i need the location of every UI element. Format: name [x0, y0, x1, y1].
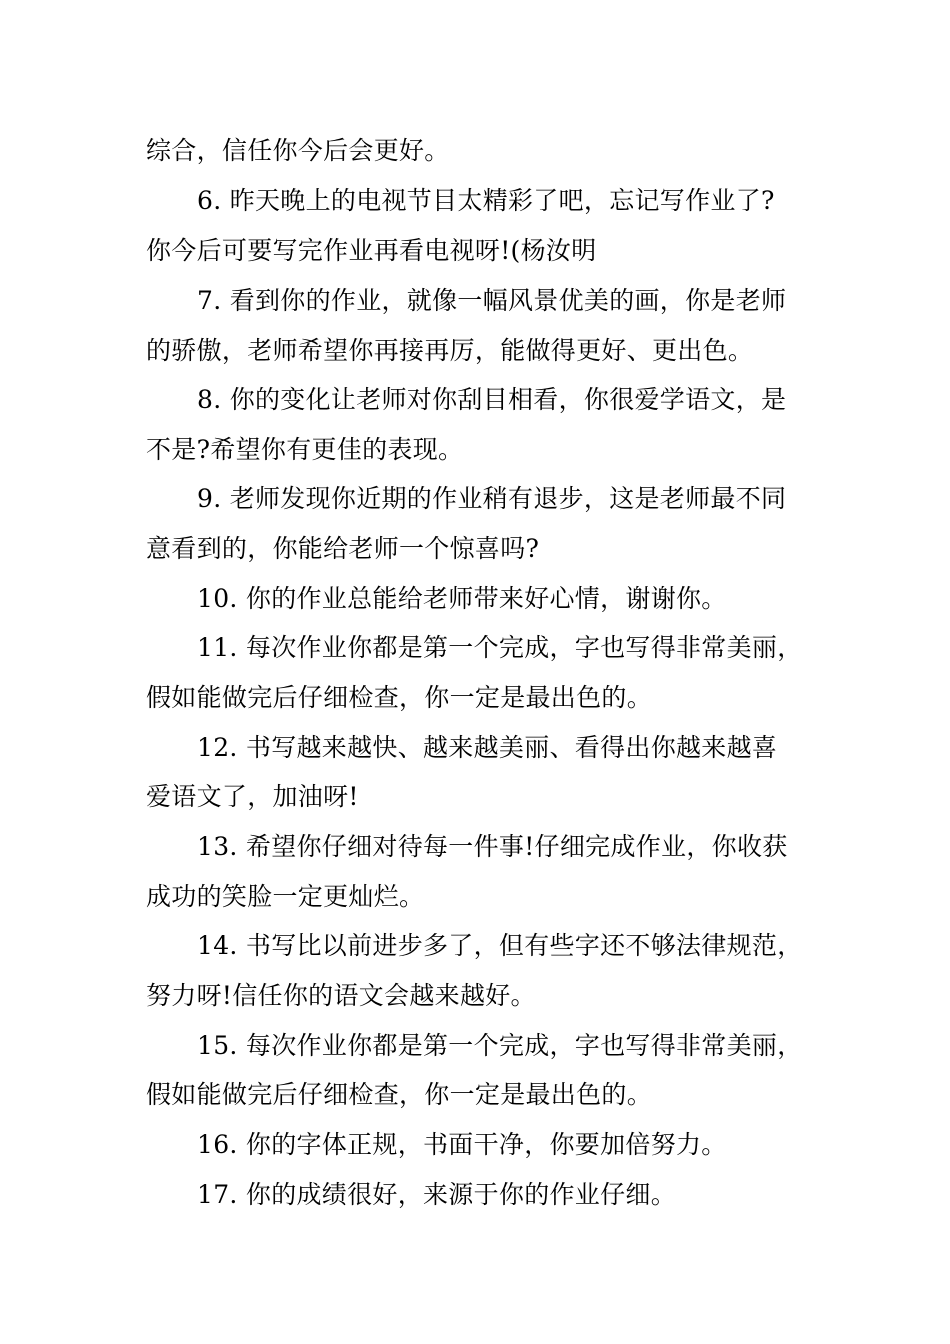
- text-line: 综合，信任你今后会更好。: [146, 136, 450, 165]
- comment-11-line: 11. 每次作业你都是第一个完成，字也写得非常美丽，: [197, 633, 803, 662]
- text-line: 成功的笑脸一定更灿烂。: [146, 882, 425, 911]
- text-line: 假如能做完后仔细检查，你一定是最出色的。: [146, 1080, 653, 1109]
- comment-9-line: 9. 老师发现你近期的作业稍有退步，这是老师最不同: [197, 484, 787, 513]
- comment-17-line: 17. 你的成绩很好，来源于你的作业仔细。: [197, 1180, 677, 1209]
- comment-16-line: 16. 你的字体正规，书面干净，你要加倍努力。: [197, 1130, 727, 1159]
- comment-10-line: 10. 你的作业总能给老师带来好心情，谢谢你。: [197, 584, 727, 613]
- text-line: 意看到的，你能给老师一个惊喜吗?: [146, 534, 540, 563]
- comment-15-line: 15. 每次作业你都是第一个完成，字也写得非常美丽，: [197, 1031, 803, 1060]
- text-line: 爱语文了，加油呀!: [146, 782, 359, 811]
- text-line: 的骄傲，老师希望你再接再厉，能做得更好、更出色。: [146, 336, 754, 365]
- comment-8-line: 8. 你的变化让老师对你刮目相看，你很爱学语文，是: [197, 385, 787, 414]
- text-line: 假如能做完后仔细检查，你一定是最出色的。: [146, 683, 653, 712]
- comment-14-line: 14. 书写比以前进步多了，但有些字还不够法律规范，: [197, 931, 803, 960]
- comment-13-line: 13. 希望你仔细对待每一件事!仔细完成作业，你收获: [197, 832, 788, 861]
- comment-7-line: 7. 看到你的作业，就像一幅风景优美的画，你是老师: [197, 286, 787, 315]
- comment-6-line: 6. 昨天晚上的电视节目太精彩了吧，忘记写作业了?: [197, 186, 775, 215]
- text-line: 努力呀!信任你的语文会越来越好。: [146, 981, 536, 1010]
- text-line: 不是?希望你有更佳的表现。: [146, 435, 464, 464]
- text-line: 你今后可要写完作业再看电视呀!(杨汝明: [146, 236, 597, 265]
- comment-12-line: 12. 书写越来越快、越来越美丽、看得出你越来越喜: [197, 733, 778, 762]
